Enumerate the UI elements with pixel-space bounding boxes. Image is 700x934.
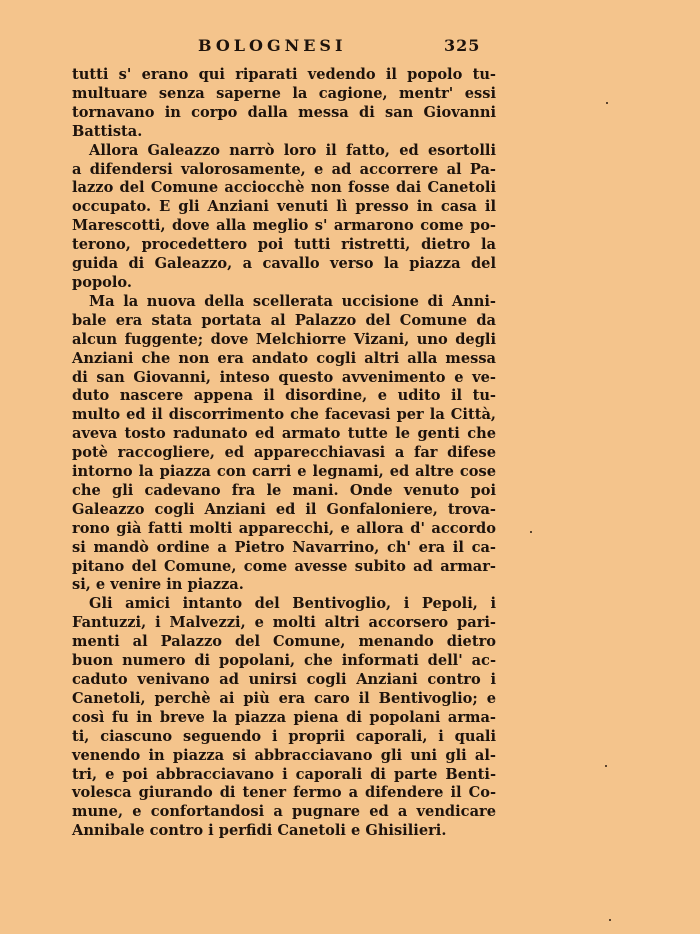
text-line: bale era stata portata al Palazzo del Comune da xyxy=(72,311,496,329)
text-line: Galeazzo cogli Anziani ed il Gonfaloniere, trova- xyxy=(72,500,496,518)
text-line: ti, ciascuno seguendo i proprii caporali, i quali xyxy=(72,727,496,745)
paragraph-3 xyxy=(72,293,496,596)
text-line: a difendersi valorosamente, e ad accorrere al Pa- xyxy=(72,160,496,178)
text-line: lazzo del Comune acciocchè non fosse dai Canetoli xyxy=(72,179,496,197)
text-line: potè raccogliere, ed apparecchiavasi a far difese xyxy=(72,444,496,462)
text-line: Ma la nuova della scellerata uccisione di Anni- xyxy=(89,292,496,310)
text-line: tri, e poi abbracciavano i caporali di parte Benti- xyxy=(72,765,496,783)
text-line: tutti s' erano qui riparati vedendo il popolo tu- xyxy=(72,66,496,83)
text-line: Gli amici intanto del Bentivoglio, i Pepoli, i xyxy=(89,595,496,613)
text-line: così fu in breve la piazza piena di popolani arma- xyxy=(72,708,496,726)
text-line: pitano del Comune, come avesse subito ad armar- xyxy=(72,557,496,575)
text-line: Allora Galeazzo narrò loro il fatto, ed esortolli xyxy=(89,141,496,159)
scan-speck xyxy=(605,765,607,767)
text-line: intorno la piazza con carri e legnami, ed altre cose xyxy=(72,463,496,481)
page-number: 325 xyxy=(444,36,481,55)
text-line: mune, e confortandosi a pugnare ed a vendicare xyxy=(72,803,496,821)
text-line: Anziani che non era andato cogli altri alla messa xyxy=(72,349,496,367)
scan-speck xyxy=(609,919,611,921)
paragraph-4 xyxy=(72,595,496,841)
body-text xyxy=(72,66,496,841)
text-line: Canetoli, perchè ai più era caro il Bentivoglio; e xyxy=(72,689,496,707)
running-title: BOLOGNESI xyxy=(198,36,347,55)
paragraph-2 xyxy=(72,142,496,293)
text-line: venendo in piazza si abbracciavano gli uni gli al- xyxy=(72,746,496,764)
text-line: volesca giurando di tener fermo a difendere il Co- xyxy=(72,784,496,802)
text-line: guida di Galeazzo, a cavallo verso la piazza del xyxy=(72,255,496,273)
text-line: popolo. xyxy=(72,273,132,291)
text-line: di san Giovanni, inteso questo avvenimento e ve- xyxy=(72,368,496,386)
text-line: si, e venire in piazza. xyxy=(72,576,244,594)
scan-speck xyxy=(530,531,532,533)
text-line: Annibale contro i perfidi Canetoli e Ghisilieri. xyxy=(72,822,447,840)
text-line: menti al Palazzo del Comune, menando dietro xyxy=(72,633,496,651)
text-line: duto nascere appena il disordine, e udito il tu- xyxy=(72,387,496,405)
text-line: che gli cadevano fra le mani. Onde venuto poi xyxy=(72,481,496,499)
text-line: terono, procedettero poi tutti ristretti, dietro la xyxy=(72,236,496,254)
text-line: alcun fuggente; dove Melchiorre Vizani, uno degli xyxy=(72,330,496,348)
text-line: multuare senza saperne la cagione, mentr' essi xyxy=(72,84,496,102)
text-line: rono già fatti molti apparecchi, e allora d' accordo xyxy=(72,519,496,537)
text-line: si mandò ordine a Pietro Navarrino, ch' era il ca- xyxy=(72,538,496,556)
text-line: occupato. E gli Anziani venuti lì presso in casa il xyxy=(72,198,496,216)
text-line: Marescotti, dove alla meglio s' armarono come po- xyxy=(72,217,496,235)
text-line: buon numero di popolani, che informati dell' ac- xyxy=(72,652,496,670)
text-line: tornavano in corpo dalla messa di san Giovanni xyxy=(72,103,496,121)
text-line: Battista. xyxy=(72,122,143,140)
text-line: multo ed il discorrimento che facevasi per la Città, xyxy=(72,406,496,424)
text-line: aveva tosto radunato ed armato tutte le genti che xyxy=(72,425,496,443)
text-line: caduto venivano ad unirsi cogli Anziani contro i xyxy=(72,671,496,688)
paragraph-1 xyxy=(72,66,496,142)
text-line: Fantuzzi, i Malvezzi, e molti altri accorsero pari- xyxy=(72,614,496,632)
scan-speck xyxy=(606,102,608,104)
